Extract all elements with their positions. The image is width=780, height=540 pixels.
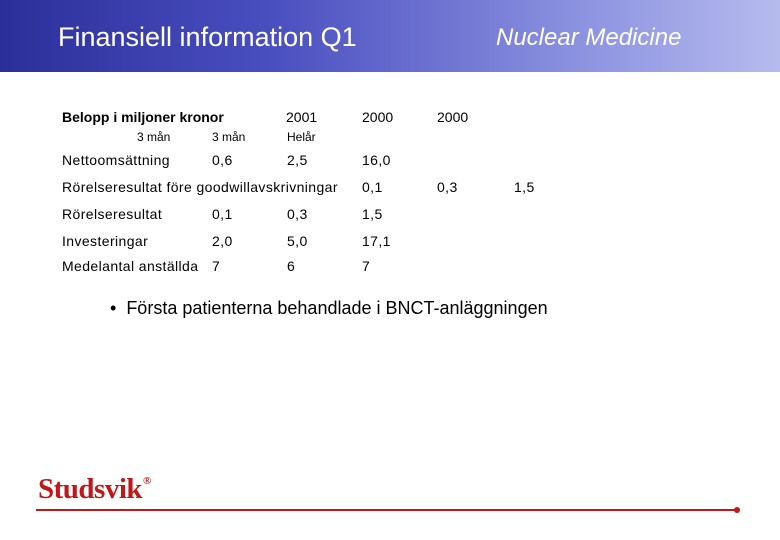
table-cell: 1,5 — [362, 206, 383, 222]
bullet-text: Första patienterna behandlade i BNCT-anläggningen — [126, 298, 548, 318]
table-cell: 16,0 — [362, 152, 391, 168]
header-banner — [0, 0, 780, 72]
bullet-item — [110, 298, 548, 319]
row-label: Medelantal anställda — [62, 258, 199, 274]
table-cell: 0,1 — [212, 206, 233, 222]
column-period: 3 mån — [137, 130, 171, 144]
table-cell: 0,6 — [212, 152, 233, 168]
column-year: 2000 — [437, 109, 469, 125]
table-cell: 17,1 — [362, 233, 391, 249]
column-year: 2001 — [286, 109, 318, 125]
divider-end-dot — [734, 507, 740, 513]
row-label: Rörelseresultat före goodwillavskrivningar — [62, 179, 338, 195]
table-cell: 7 — [212, 258, 221, 274]
logo-text: Studsvik — [38, 473, 143, 505]
table-cell: 1,5 — [514, 179, 535, 195]
table-cell: 7 — [362, 258, 371, 274]
table-cell: 2,5 — [287, 152, 308, 168]
bullet-dot-icon: • — [110, 298, 117, 318]
footer-divider — [36, 509, 737, 511]
table-cell: 0,3 — [437, 179, 458, 195]
column-period: 3 mån — [212, 130, 246, 144]
row-label: Nettoomsättning — [62, 152, 170, 168]
unit-label: Belopp i miljoner kronor — [62, 109, 224, 125]
division-name: Nuclear Medicine — [496, 24, 682, 51]
column-period: Helår — [287, 130, 316, 144]
table-cell: 5,0 — [287, 233, 308, 249]
column-year: 2000 — [362, 109, 394, 125]
table-cell: 6 — [287, 258, 296, 274]
row-label: Investeringar — [62, 233, 149, 249]
row-label: Rörelseresultat — [62, 206, 163, 222]
table-cell: 2,0 — [212, 233, 233, 249]
table-cell: 0,1 — [362, 179, 383, 195]
table-cell: 0,3 — [287, 206, 308, 222]
studsvik-logo — [38, 473, 151, 506]
slide-title: Finansiell information Q1 — [58, 22, 357, 52]
registered-mark: ® — [143, 475, 151, 487]
